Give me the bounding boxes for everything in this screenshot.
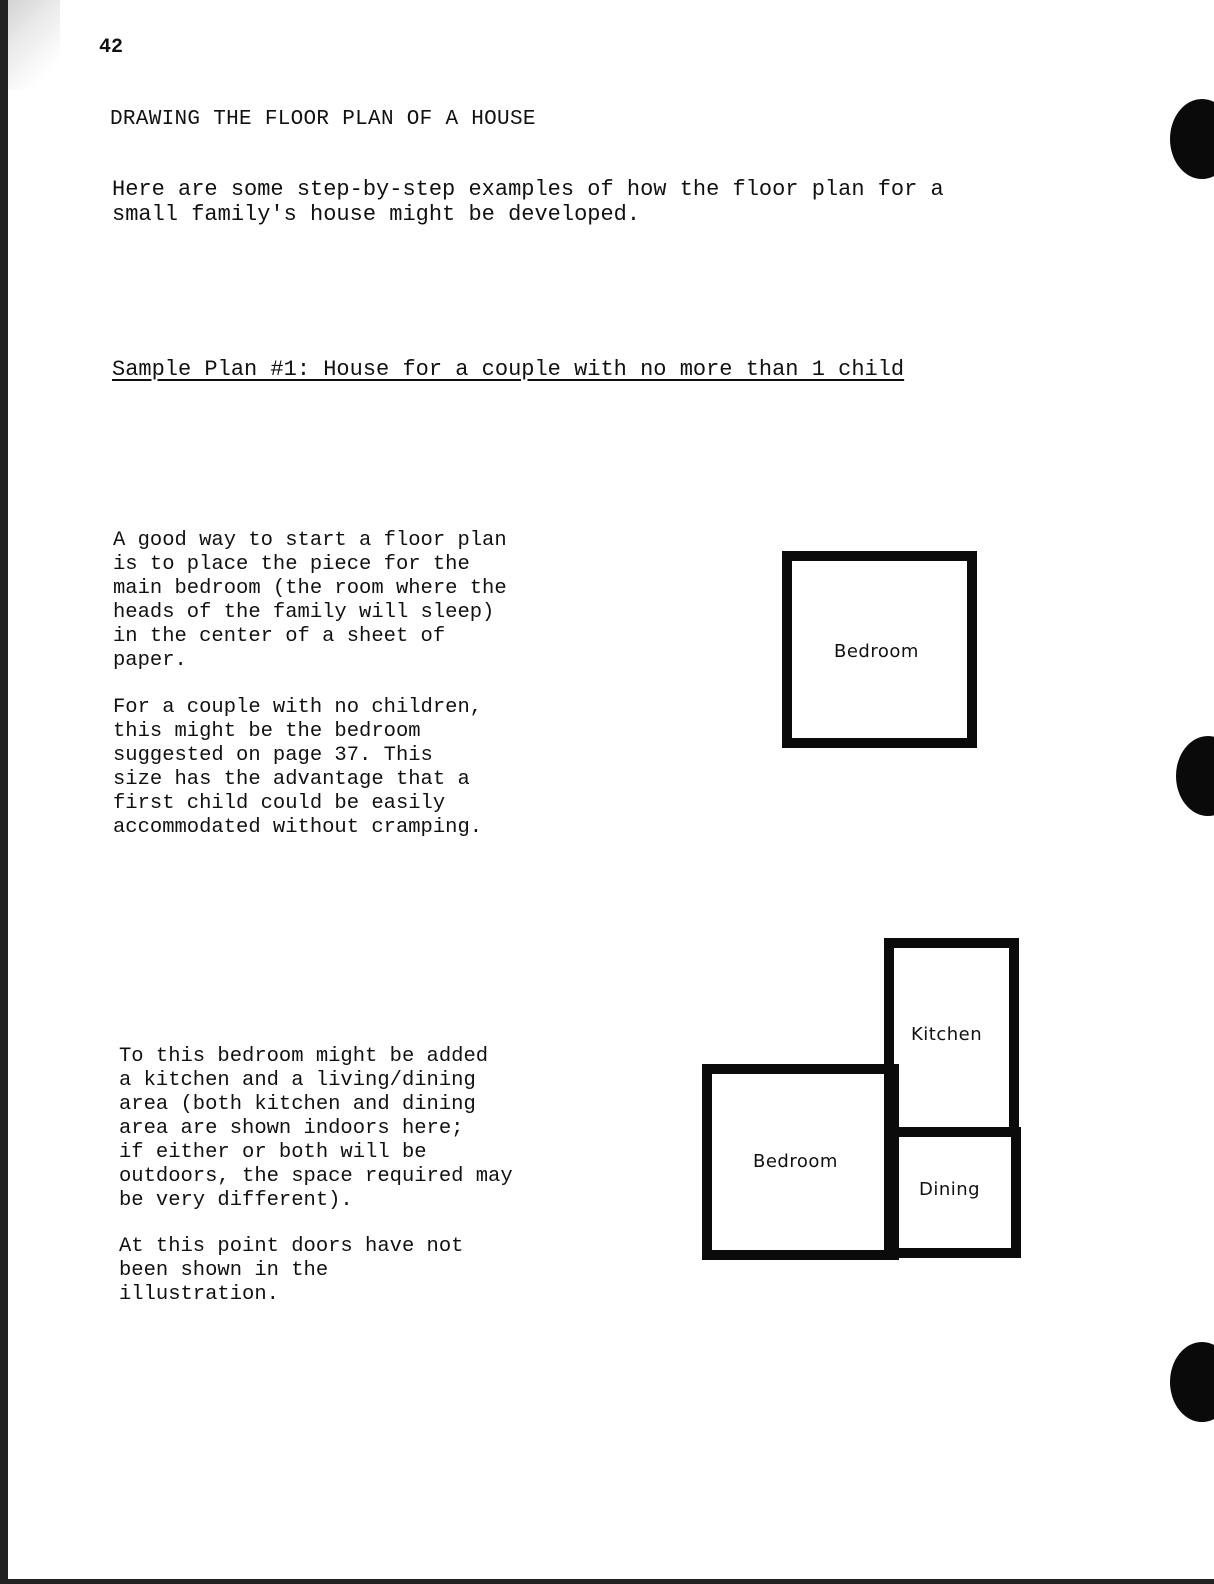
bedroom-label: Bedroom [753, 1151, 838, 1172]
paragraph-couple-no-children: For a couple with no children, this might be the bedroom suggested on page 37. This size has the advantage that a first child could be easily accommodated without cramping. [113, 696, 483, 839]
section-heading: Sample Plan #1: House for a couple with no more than 1 child [112, 357, 905, 382]
paragraph-bedroom-start: A good way to start a floor plan is to place the piece for the main bedroom (the room where the heads of the family will sleep) in the center of a sheet of paper. [113, 529, 507, 672]
paragraph-doors-note: At this point doors have not been shown in the illustration. [119, 1235, 464, 1306]
punch-hole-bottom [1170, 1342, 1214, 1422]
page-edge-bottom [0, 1579, 1214, 1584]
page-edge-left [0, 0, 8, 1584]
kitchen-label: Kitchen [911, 1024, 983, 1045]
dining-label: Dining [919, 1179, 981, 1200]
punch-hole-middle [1176, 736, 1214, 816]
punch-hole-top [1170, 99, 1214, 179]
page-number: 42 [99, 36, 124, 59]
paragraph-add-kitchen: To this bedroom might be added a kitchen and a living/dining area (both kitchen and dining area are shown indoors here; if either or both will be outdoors, the space required may be very different). [119, 1045, 513, 1212]
bedroom-label: Bedroom [834, 641, 919, 662]
page-title: DRAWING THE FLOOR PLAN OF A HOUSE [110, 108, 536, 131]
intro-paragraph: Here are some step-by-step examples of how the floor plan for a small family's house might be developed. [112, 177, 944, 227]
scan-shadow [0, 0, 60, 90]
